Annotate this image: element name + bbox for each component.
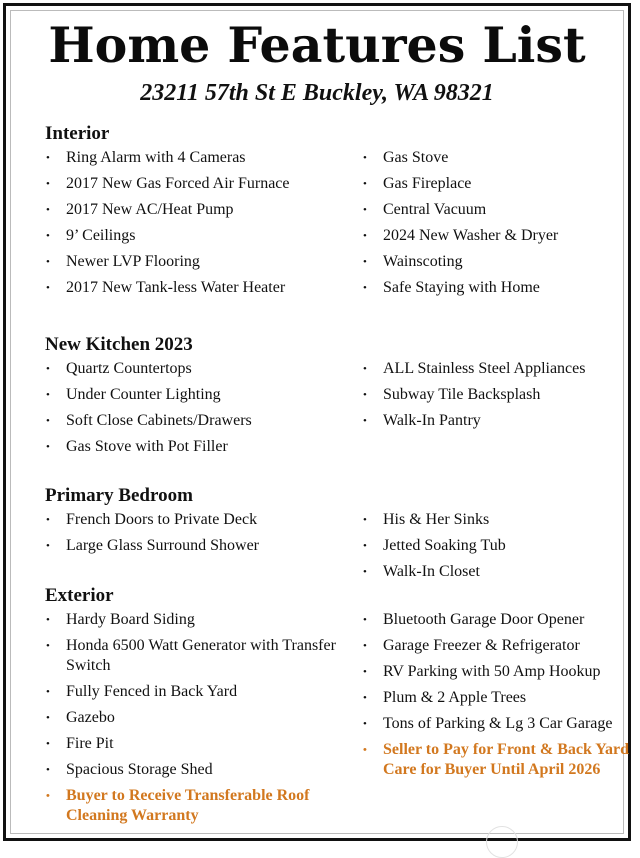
list-item: • Hardy Board Siding: [46, 610, 336, 630]
list-item-highlight: • Seller to Pay for Front & Back Yard Care for Buyer Until April 2026: [363, 740, 633, 780]
section-title-interior: Interior: [45, 123, 110, 144]
kitchen-list-right: [363, 359, 633, 437]
exterior-list-right: [363, 610, 633, 786]
bedroom-list-right: [363, 510, 633, 588]
list-item: • Fully Fenced in Back Yard: [46, 682, 336, 702]
list-item: • Garage Freezer & Refrigerator: [363, 636, 633, 656]
list-item: • French Doors to Private Deck: [46, 510, 336, 530]
list-item-highlight: • Buyer to Receive Transferable Roof Cleaning Warranty: [46, 786, 336, 826]
list-item: • His & Her Sinks: [363, 510, 633, 530]
list-item: • Soft Close Cabinets/Drawers: [46, 411, 336, 431]
section-title-kitchen: New Kitchen 2023: [45, 334, 193, 355]
kitchen-list-left: [46, 359, 336, 463]
list-item: • Walk-In Closet: [363, 562, 633, 582]
list-item: • 2017 New Tank-less Water Heater: [46, 278, 336, 298]
list-item: • Quartz Countertops: [46, 359, 336, 379]
list-item: • Walk-In Pantry: [363, 411, 633, 431]
list-item: • Jetted Soaking Tub: [363, 536, 633, 556]
property-address: 23211 57th St E Buckley, WA 98321: [140, 80, 494, 106]
list-item: • Wainscoting: [363, 252, 633, 272]
list-item: • Fire Pit: [46, 734, 336, 754]
list-item: • Large Glass Surround Shower: [46, 536, 336, 556]
watermark-logo-icon: [486, 826, 518, 858]
interior-list-left: [46, 148, 336, 304]
bedroom-list-left: [46, 510, 336, 562]
interior-list-right: [363, 148, 633, 304]
list-item: • Gas Stove with Pot Filler: [46, 437, 336, 457]
list-item: • Bluetooth Garage Door Opener: [363, 610, 633, 630]
list-item: • Spacious Storage Shed: [46, 760, 336, 780]
list-item: • Ring Alarm with 4 Cameras: [46, 148, 336, 168]
section-title-bedroom: Primary Bedroom: [45, 485, 193, 506]
list-item: • ALL Stainless Steel Appliances: [363, 359, 633, 379]
section-title-exterior: Exterior: [45, 585, 114, 606]
list-item: • RV Parking with 50 Amp Hookup: [363, 662, 633, 682]
page-title: Home Features List: [48, 16, 586, 74]
list-item: • 2017 New AC/Heat Pump: [46, 200, 336, 220]
list-item: • Gas Fireplace: [363, 174, 633, 194]
list-item: • 2017 New Gas Forced Air Furnace: [46, 174, 336, 194]
exterior-list-left: [46, 610, 336, 832]
list-item: • Gas Stove: [363, 148, 633, 168]
list-item: • Tons of Parking & Lg 3 Car Garage: [363, 714, 633, 734]
list-item: • Central Vacuum: [363, 200, 633, 220]
list-item: • Safe Staying with Home: [363, 278, 633, 298]
list-item: • Plum & 2 Apple Trees: [363, 688, 633, 708]
list-item: • Subway Tile Backsplash: [363, 385, 633, 405]
list-item: • 2024 New Washer & Dryer: [363, 226, 633, 246]
list-item: • 9’ Ceilings: [46, 226, 336, 246]
list-item: • Honda 6500 Watt Generator with Transfer Switch: [46, 636, 336, 676]
document-page: [3, 3, 631, 841]
list-item: • Under Counter Lighting: [46, 385, 336, 405]
list-item: • Gazebo: [46, 708, 336, 728]
list-item: • Newer LVP Flooring: [46, 252, 336, 272]
